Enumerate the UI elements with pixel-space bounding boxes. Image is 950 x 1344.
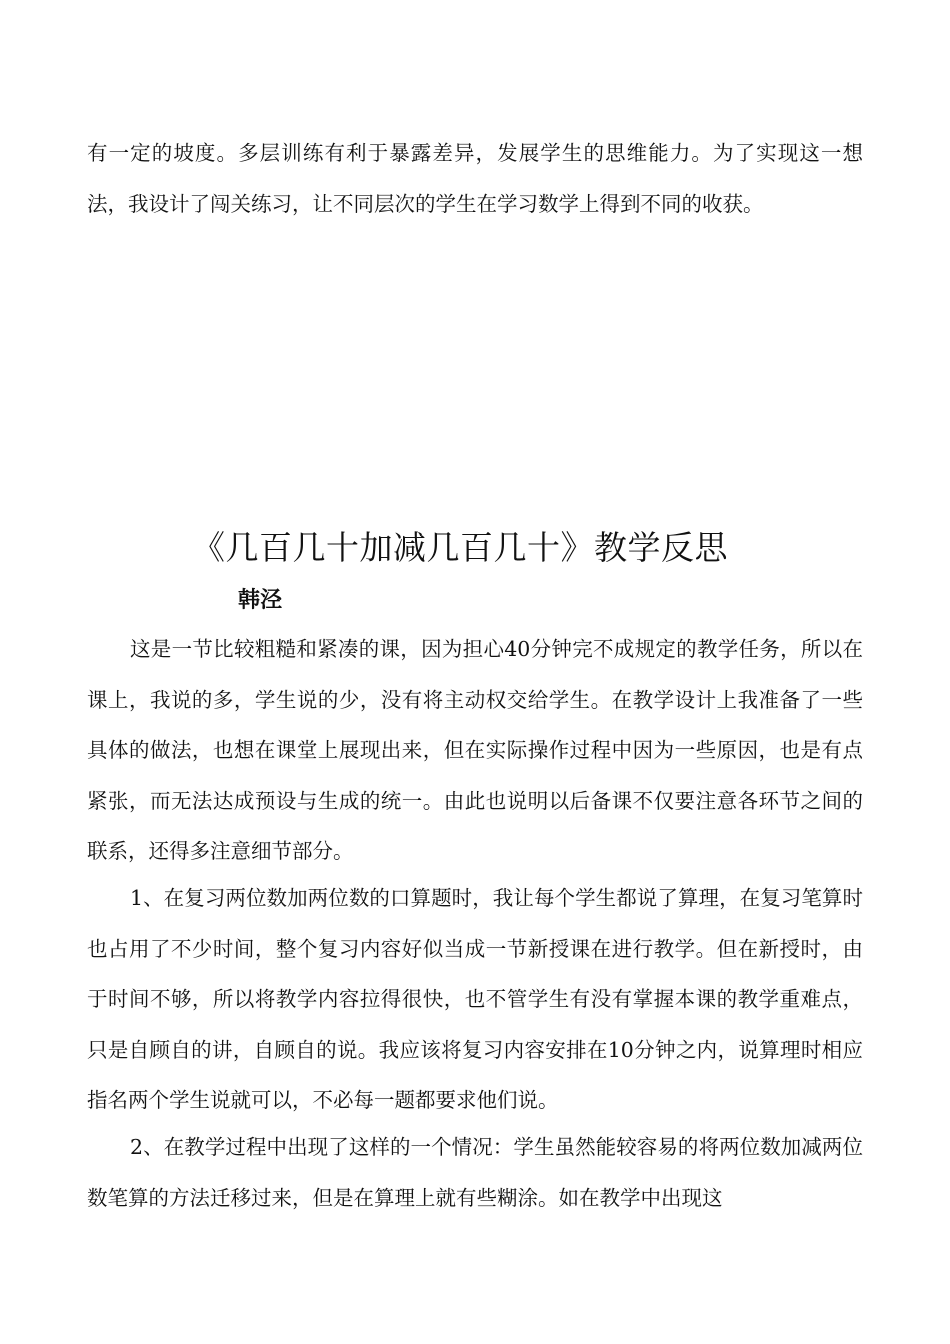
body-paragraph-3: 2、在教学过程中出现了这样的一个情况：学生虽然能较容易的将两位数加减两位数笔算的方法迁移过来，但是在算理上就有些糊涂。如在教学中出现这: [87, 1135, 863, 1210]
article-title: 《几百几十加减几百几十》教学反思: [192, 528, 728, 567]
intro-paragraph: 有一定的坡度。多层训练有利于暴露差异，发展学生的思维能力。为了实现这一想法，我设计了闯关练习，让不同层次的学生在学习数学上得到不同的收获。: [87, 141, 863, 216]
article-author: 韩泾: [238, 588, 283, 613]
body-paragraph-1: 这是一节比较粗糙和紧凑的课，因为担心40分钟完不成规定的教学任务，所以在课上，我说的多，学生说的少，没有将主动权交给学生。在教学设计上我准备了一些具体的做法，也想在课堂上展现出来，但在实际操作过程中因为一些原因，也是有点紧张，而无法达成预设与生成的统一。由此也说明以后备课不仅要注意各环节之间的联系，还得多注意细节部分。: [87, 637, 863, 864]
body-paragraph-2: 1、在复习两位数加两位数的口算题时，我让每个学生都说了算理，在复习笔算时也占用了不少时间，整个复习内容好似当成一节新授课在进行教学。但在新授时，由于时间不够，所以将教学内容拉得很快，也不管学生有没有掌握本课的教学重难点，只是自顾自的讲，自顾自的说。我应该将复习内容安排在10分钟之内，说算理时相应指名两个学生说就可以，不必每一题都要求他们说。: [87, 886, 863, 1113]
